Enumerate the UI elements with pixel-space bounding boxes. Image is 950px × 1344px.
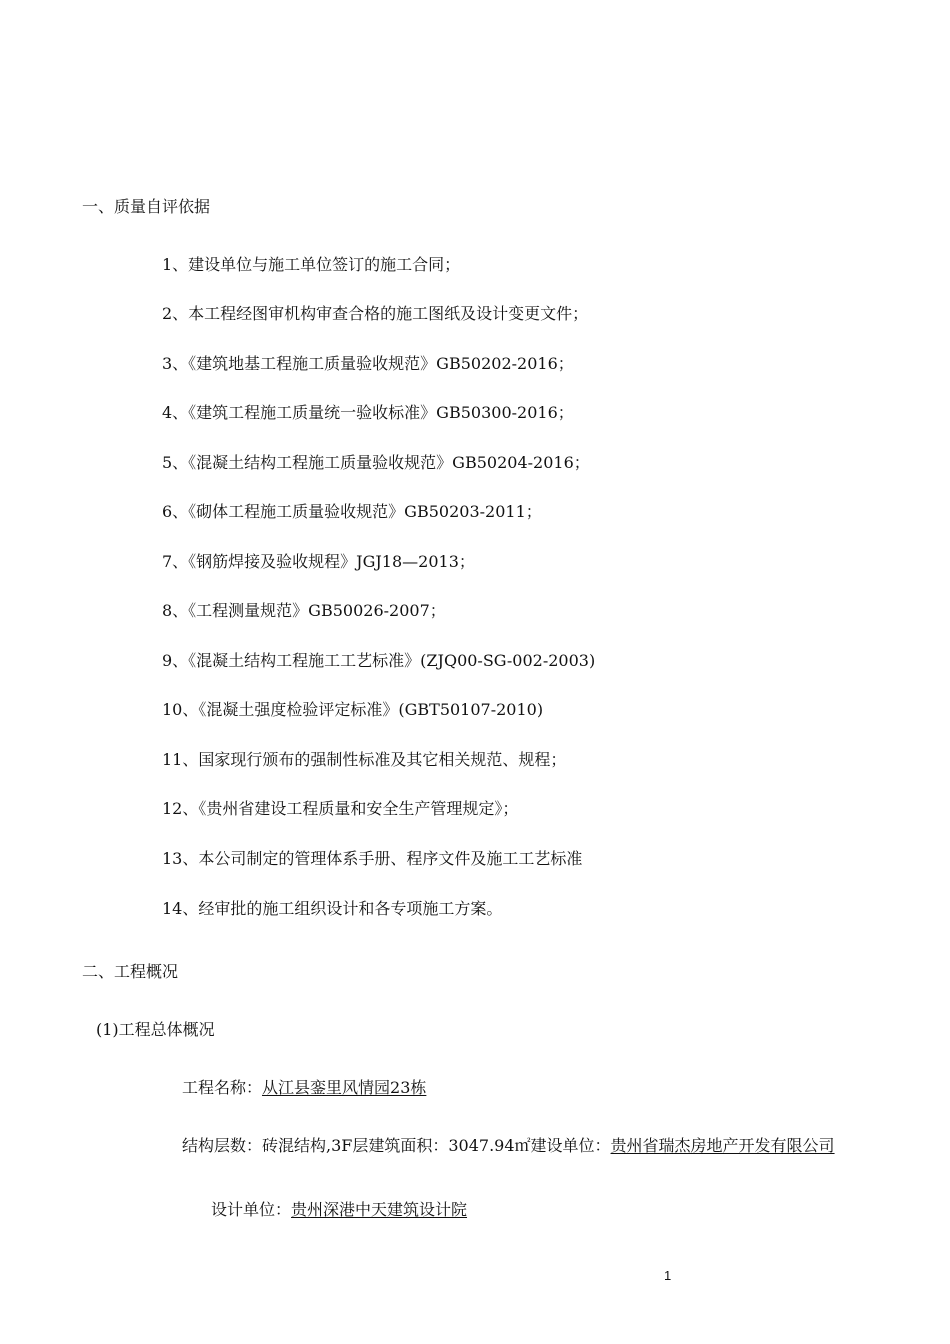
structure-info-block	[182, 1136, 882, 1156]
basis-item-14: 14、经审批的施工组织设计和各专项施工方案。	[162, 899, 503, 918]
builder-value: 贵州省瑞杰房地产开发有限公司	[610, 1136, 835, 1155]
designer-label: 设计单位：	[211, 1200, 292, 1219]
basis-item-5: 5、《混凝土结构工程施工质量验收规范》GB50204-2016；	[162, 453, 590, 472]
basis-item-12: 12、《贵州省建设工程质量和安全生产管理规定》；	[162, 799, 519, 818]
overview-subheading: (1)工程总体概况	[96, 1020, 215, 1039]
basis-item-1: 1、建设单位与施工单位签订的施工合同；	[162, 255, 461, 274]
project-name-label: 工程名称：	[182, 1078, 263, 1097]
basis-item-7: 7、《钢筋焊接及验收规程》JGJ18—2013；	[162, 552, 475, 571]
project-name-line	[182, 1078, 426, 1098]
designer-line	[211, 1200, 467, 1220]
designer-value: 贵州深港中天建筑设计院	[291, 1200, 468, 1219]
basis-item-8: 8、《工程测量规范》GB50026-2007；	[162, 601, 446, 620]
section-2-heading: 二、工程概况	[82, 962, 179, 981]
project-name-value: 从江县銮里风情园23栋	[262, 1078, 427, 1097]
basis-item-6: 6、《砌体工程施工质量验收规范》GB50203-2011；	[162, 502, 542, 521]
basis-item-4: 4、《建筑工程施工质量统一验收标准》GB50300-2016；	[162, 403, 574, 422]
basis-item-11: 11、国家现行颁布的强制性标准及其它相关规范、规程；	[162, 750, 567, 769]
section-1-heading: 一、质量自评依据	[82, 197, 211, 216]
structure-text: 结构层数：砖混结构,3F层建筑面积：3047.94㎡建设单位：	[182, 1136, 611, 1155]
basis-item-9: 9、《混凝土结构工程施工工艺标准》(ZJQ00-SG-002-2003)	[162, 651, 596, 670]
basis-item-10: 10、《混凝土强度检验评定标准》(GBT50107-2010)	[162, 700, 544, 719]
page-number: 1	[664, 1268, 672, 1283]
basis-item-3: 3、《建筑地基工程施工质量验收规范》GB50202-2016；	[162, 354, 574, 373]
basis-item-13: 13、本公司制定的管理体系手册、程序文件及施工工艺标准	[162, 849, 583, 868]
basis-item-2: 2、本工程经图审机构审查合格的施工图纸及设计变更文件；	[162, 304, 589, 323]
